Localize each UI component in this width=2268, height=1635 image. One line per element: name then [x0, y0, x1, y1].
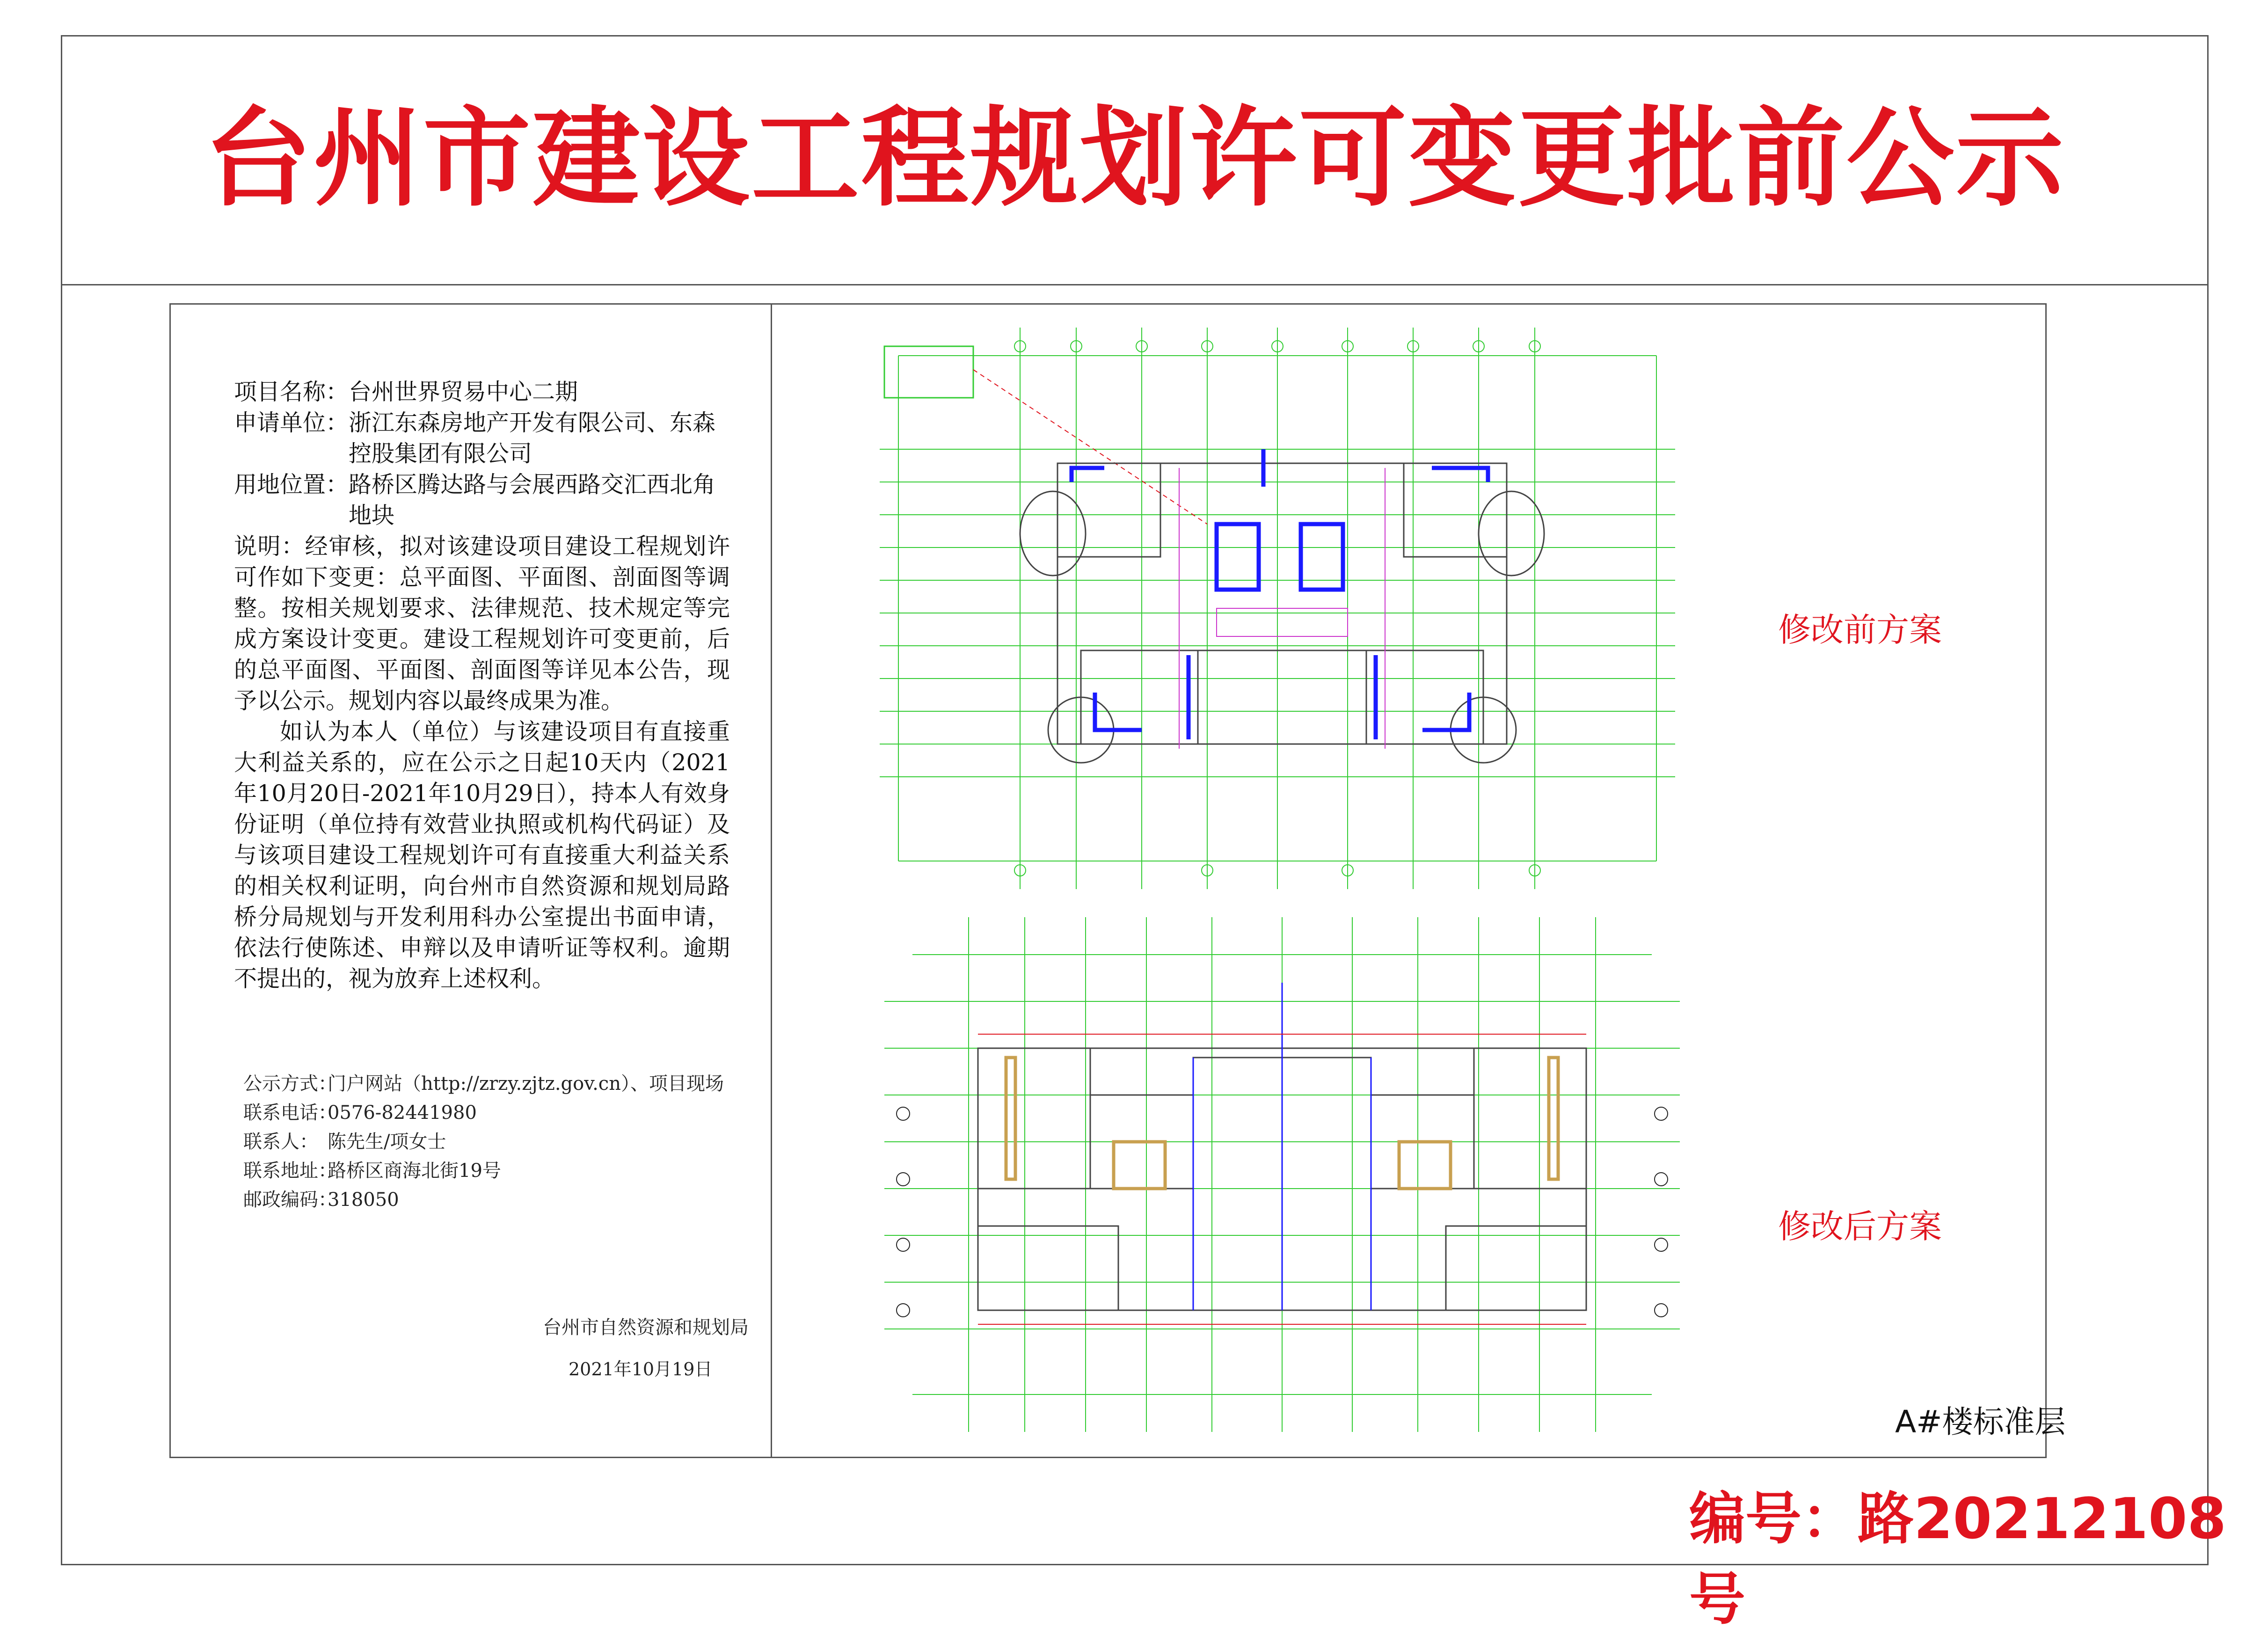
- after-plan-label: 修改后方案: [1778, 1207, 1942, 1246]
- project-name: 台州世界贸易中心二期: [349, 379, 578, 405]
- contact-address-row: [243, 1156, 724, 1185]
- issuer-date: 2021年10月19日: [569, 1359, 713, 1380]
- notice-paragraph-2: 如认为本人（单位）与该建设项目有直接重大利益关系的，应在公示之日起10天内（2021年10月20日-2021年10月29日），持本人有效身份证明（单位持有效营业执照或机构代码证）及与该项目建设工程规划许可有直接重大利益关系的相关权利证明，向台州市自然资源和规划局路桥分局规划与开发利用科办公室提出书面申请，依法行使陈述、申辩以及申请听证等权利。逾期不提出的，视为放弃上述权利。: [234, 718, 730, 992]
- content-divider: [771, 303, 772, 1458]
- applicant-row: [234, 408, 730, 469]
- title-bar: [61, 35, 2209, 285]
- project-name-row: [234, 377, 730, 408]
- location-row: [234, 469, 730, 531]
- location: 路桥区腾达路与会展西路交汇西北角地块: [349, 471, 716, 529]
- floor-plan-after: [884, 917, 1680, 1432]
- page-title: 台州市建设工程规划许可变更批前公示: [204, 96, 2065, 221]
- contact-phone-label: 联系电话：: [243, 1102, 337, 1124]
- contact-block: [243, 1069, 724, 1214]
- contact-postcode-row: [243, 1185, 724, 1214]
- applicant-label: 申请单位：: [234, 409, 349, 436]
- contact-address: 路桥区商海北街19号: [328, 1160, 501, 1182]
- contact-person-row: [243, 1127, 724, 1156]
- location-label: 用地位置：: [234, 471, 349, 498]
- issuer-org: 台州市自然资源和规划局: [543, 1317, 749, 1338]
- document-number: 编号：路20212108号: [1689, 1487, 2226, 1632]
- contact-postcode: 318050: [328, 1189, 399, 1211]
- contact-person: 陈先生/项女士: [328, 1131, 446, 1153]
- applicant: 浙江东森房地产开发有限公司、东森控股集团有限公司: [349, 409, 716, 467]
- project-info: [234, 377, 730, 994]
- contact-phone: 0576-82441980: [328, 1102, 477, 1124]
- contact-postcode-label: 邮政编码：: [243, 1189, 337, 1211]
- floor-plan-before: [880, 328, 1675, 889]
- contact-phone-row: [243, 1098, 724, 1127]
- contact-method: 门户网站（http://zrzy.zjtz.gov.cn）、项目现场: [328, 1073, 724, 1095]
- contact-method-row: [243, 1069, 724, 1098]
- project-name-label: 项目名称：: [234, 379, 349, 405]
- before-plan-label: 修改前方案: [1778, 611, 1942, 649]
- contact-address-label: 联系地址：: [243, 1160, 337, 1182]
- contact-method-label: 公示方式：: [243, 1073, 337, 1095]
- plan-caption: A#楼标准层: [1895, 1404, 2066, 1440]
- contact-person-label: 联系人：: [243, 1131, 318, 1153]
- notice-paragraph-1: 说明：经审核，拟对该建设项目建设工程规划许可作如下变更：总平面图、平面图、剖面图等调整。按相关规划要求、法律规范、技术规定等完成方案设计变更。建设工程规划许可变更前，后的总平面图、平面图、剖面图等详见本公告，现予以公示。规划内容以最终成果为准。: [234, 533, 730, 714]
